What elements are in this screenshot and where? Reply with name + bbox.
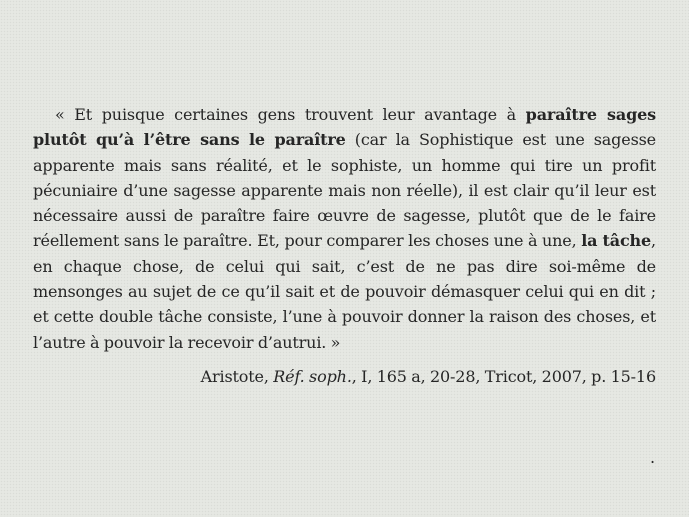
citation-reference: , I, 165 a, 20-28, Tricot, 2007, p. 15-16 [351, 366, 656, 386]
quote-bold-phrase-2: la tâche [581, 231, 652, 251]
citation-work-title: Réf. soph. [273, 366, 352, 386]
quote-bold-phrase-1: paraître sages plutôt qu’à l’être sans le paraître [33, 105, 656, 150]
citation-author: Aristote, [200, 366, 274, 386]
citation [33, 366, 656, 388]
quote-paragraph [33, 102, 656, 355]
quote-text-part2: (car la Sophistique est une sagesse apparente mais sans réalité, et le sophiste, un homme qui tire un profit pécuniaire d’une sagesse apparente mais non réelle), il est clair qu’il leur est nécessaire aussi de paraître faire œuvre de sagesse, plutôt que de le faire réellement sans le paraître. Et, pour comparer les choses une à une, [33, 130, 657, 251]
trailing-mark: . [650, 448, 656, 467]
quote-block [33, 102, 656, 388]
quote-text-part1: « Et puisque certaines gens trouvent leur avantage à [55, 105, 526, 124]
quote-text-part3: , en chaque chose, de celui qui sait, c’est de ne pas dire soi-même de mensonges au sujet de ce qu’il sait et de pouvoir démasquer celui qui en dit ; et cette double tâche consiste, l’une à pouvoir donner la raison des choses, et l’autre à pouvoir la recevoir d’autrui. » [33, 231, 656, 352]
